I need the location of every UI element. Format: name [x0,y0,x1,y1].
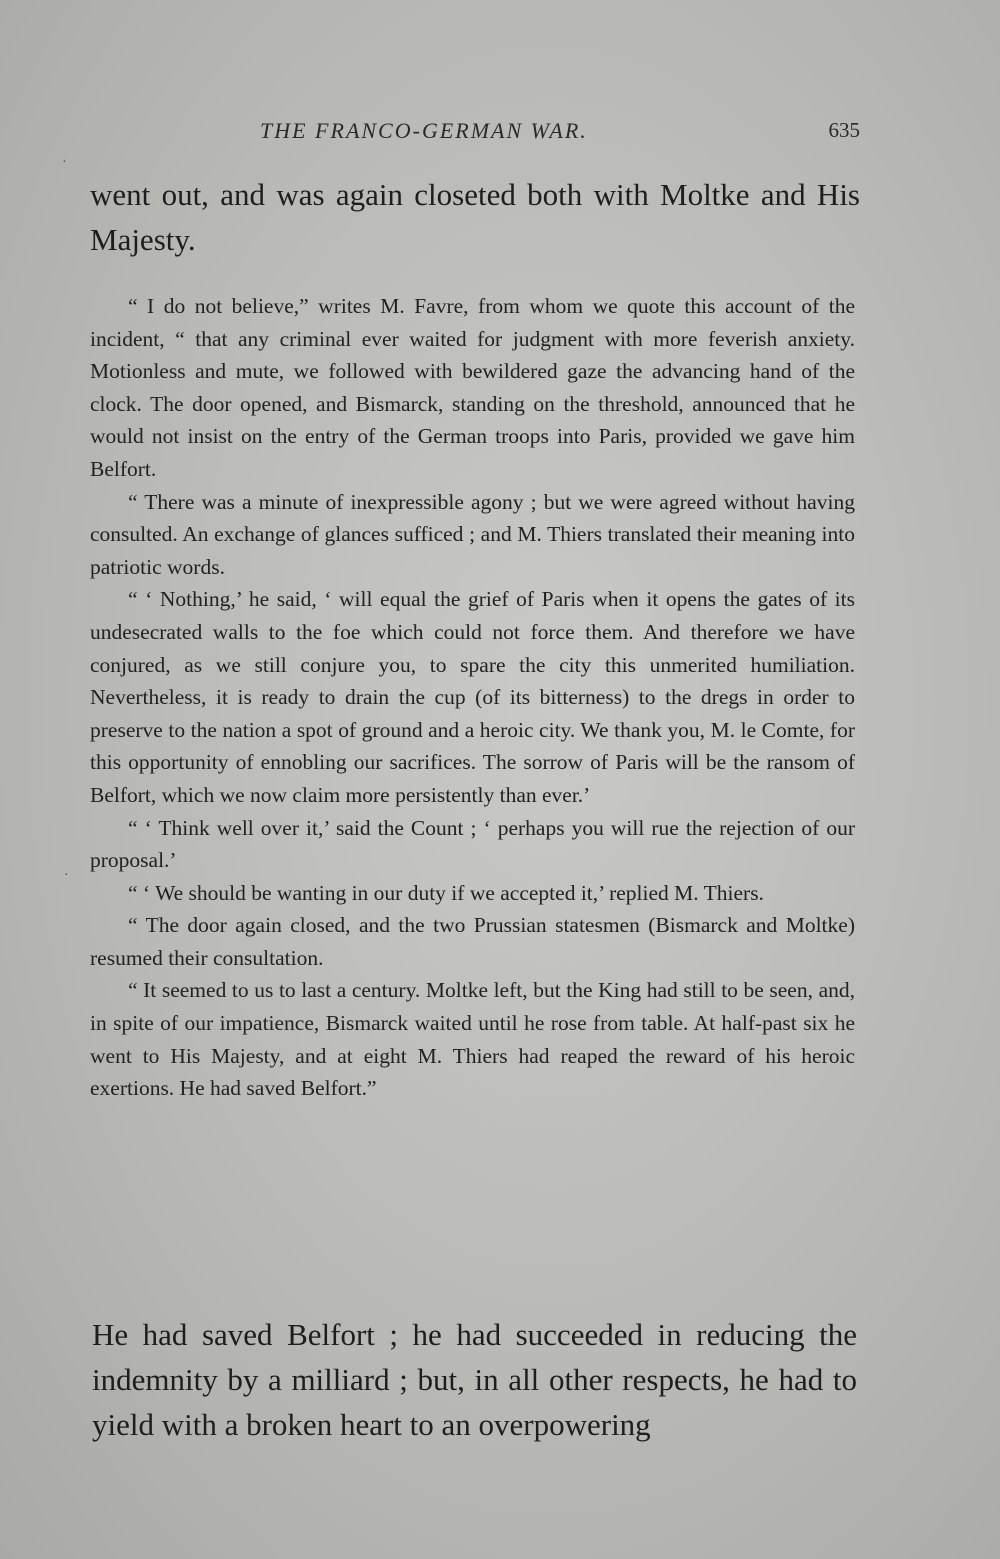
quote-paragraph: “ ‘ We should be wanting in our duty if we accepted it,’ replied M. Thiers. [128,880,764,905]
ink-speck: · [64,868,69,883]
closing-paragraph: He had saved Belfort ; he had succeeded in reducing the indemnity by a milliard ; but, in all other respects, he had to yield with a broken heart to an overpowering [92,1317,857,1442]
quote-paragraph: “ I do not believe,” writes M. Favre, from whom we quote this account of the incident, “ that any criminal ever waited for judgment with more feverish anxiety. Motionless and mute, we followed with bewildered gaze the advancing hand of the clock. The door opened, and Bismarck, standing on the threshold, announced that he would not insist on the entry of the German troops into Paris, provided we gave him Belfort. [90,294,855,481]
ink-speck: · [62,155,67,170]
page-header [90,118,860,158]
quote-paragraph: “ ‘ Think well over it,’ said the Count ; ‘ perhaps you will rue the rejection of our proposal.’ [90,815,855,873]
quote-paragraph: “ The door again closed, and the two Prussian statesmen (Bismarck and Moltke) resumed their consultation. [90,913,855,970]
page-number: 635 [828,118,860,142]
opening-paragraph: went out, and was again closeted both with Moltke and His Majesty. [90,177,860,257]
quote-paragraph: “ It seemed to us to last a century. Moltke left, but the King had still to be seen, and, in spite of our impatience, Bismarck waited until he rose from table. At half-past six he went to His Majesty, and at eight M. Thiers had reaped the reward of his heroic exertions. He had saved Belfort.” [90,978,855,1101]
running-head: THE FRANCO-GERMAN WAR. [260,118,588,143]
quote-paragraph: “ ‘ Nothing,’ he said, ‘ will equal the grief of Paris when it opens the gates of its undesecrated walls to the foe which could not force them. And therefore we have conjured, as we still conjure you, to spare the city this unmerited humiliation. Nevertheless, it is ready to drain the cup (of its bitterness) to the dregs in order to preserve to the nation a spot of ground and a heroic city. We thank you, M. le Comte, for this opportunity of ennobling our sacrifices. The sorrow of Paris will be the ransom of Belfort, which we now claim more persistently than ever.’ [90,587,855,807]
quotation-block [90,290,855,1105]
quote-paragraph: “ There was a minute of inexpressible agony ; but we were agreed without having consulted. An exchange of glances sufficed ; and M. Thiers translated their meaning into patriotic words. [90,489,855,579]
